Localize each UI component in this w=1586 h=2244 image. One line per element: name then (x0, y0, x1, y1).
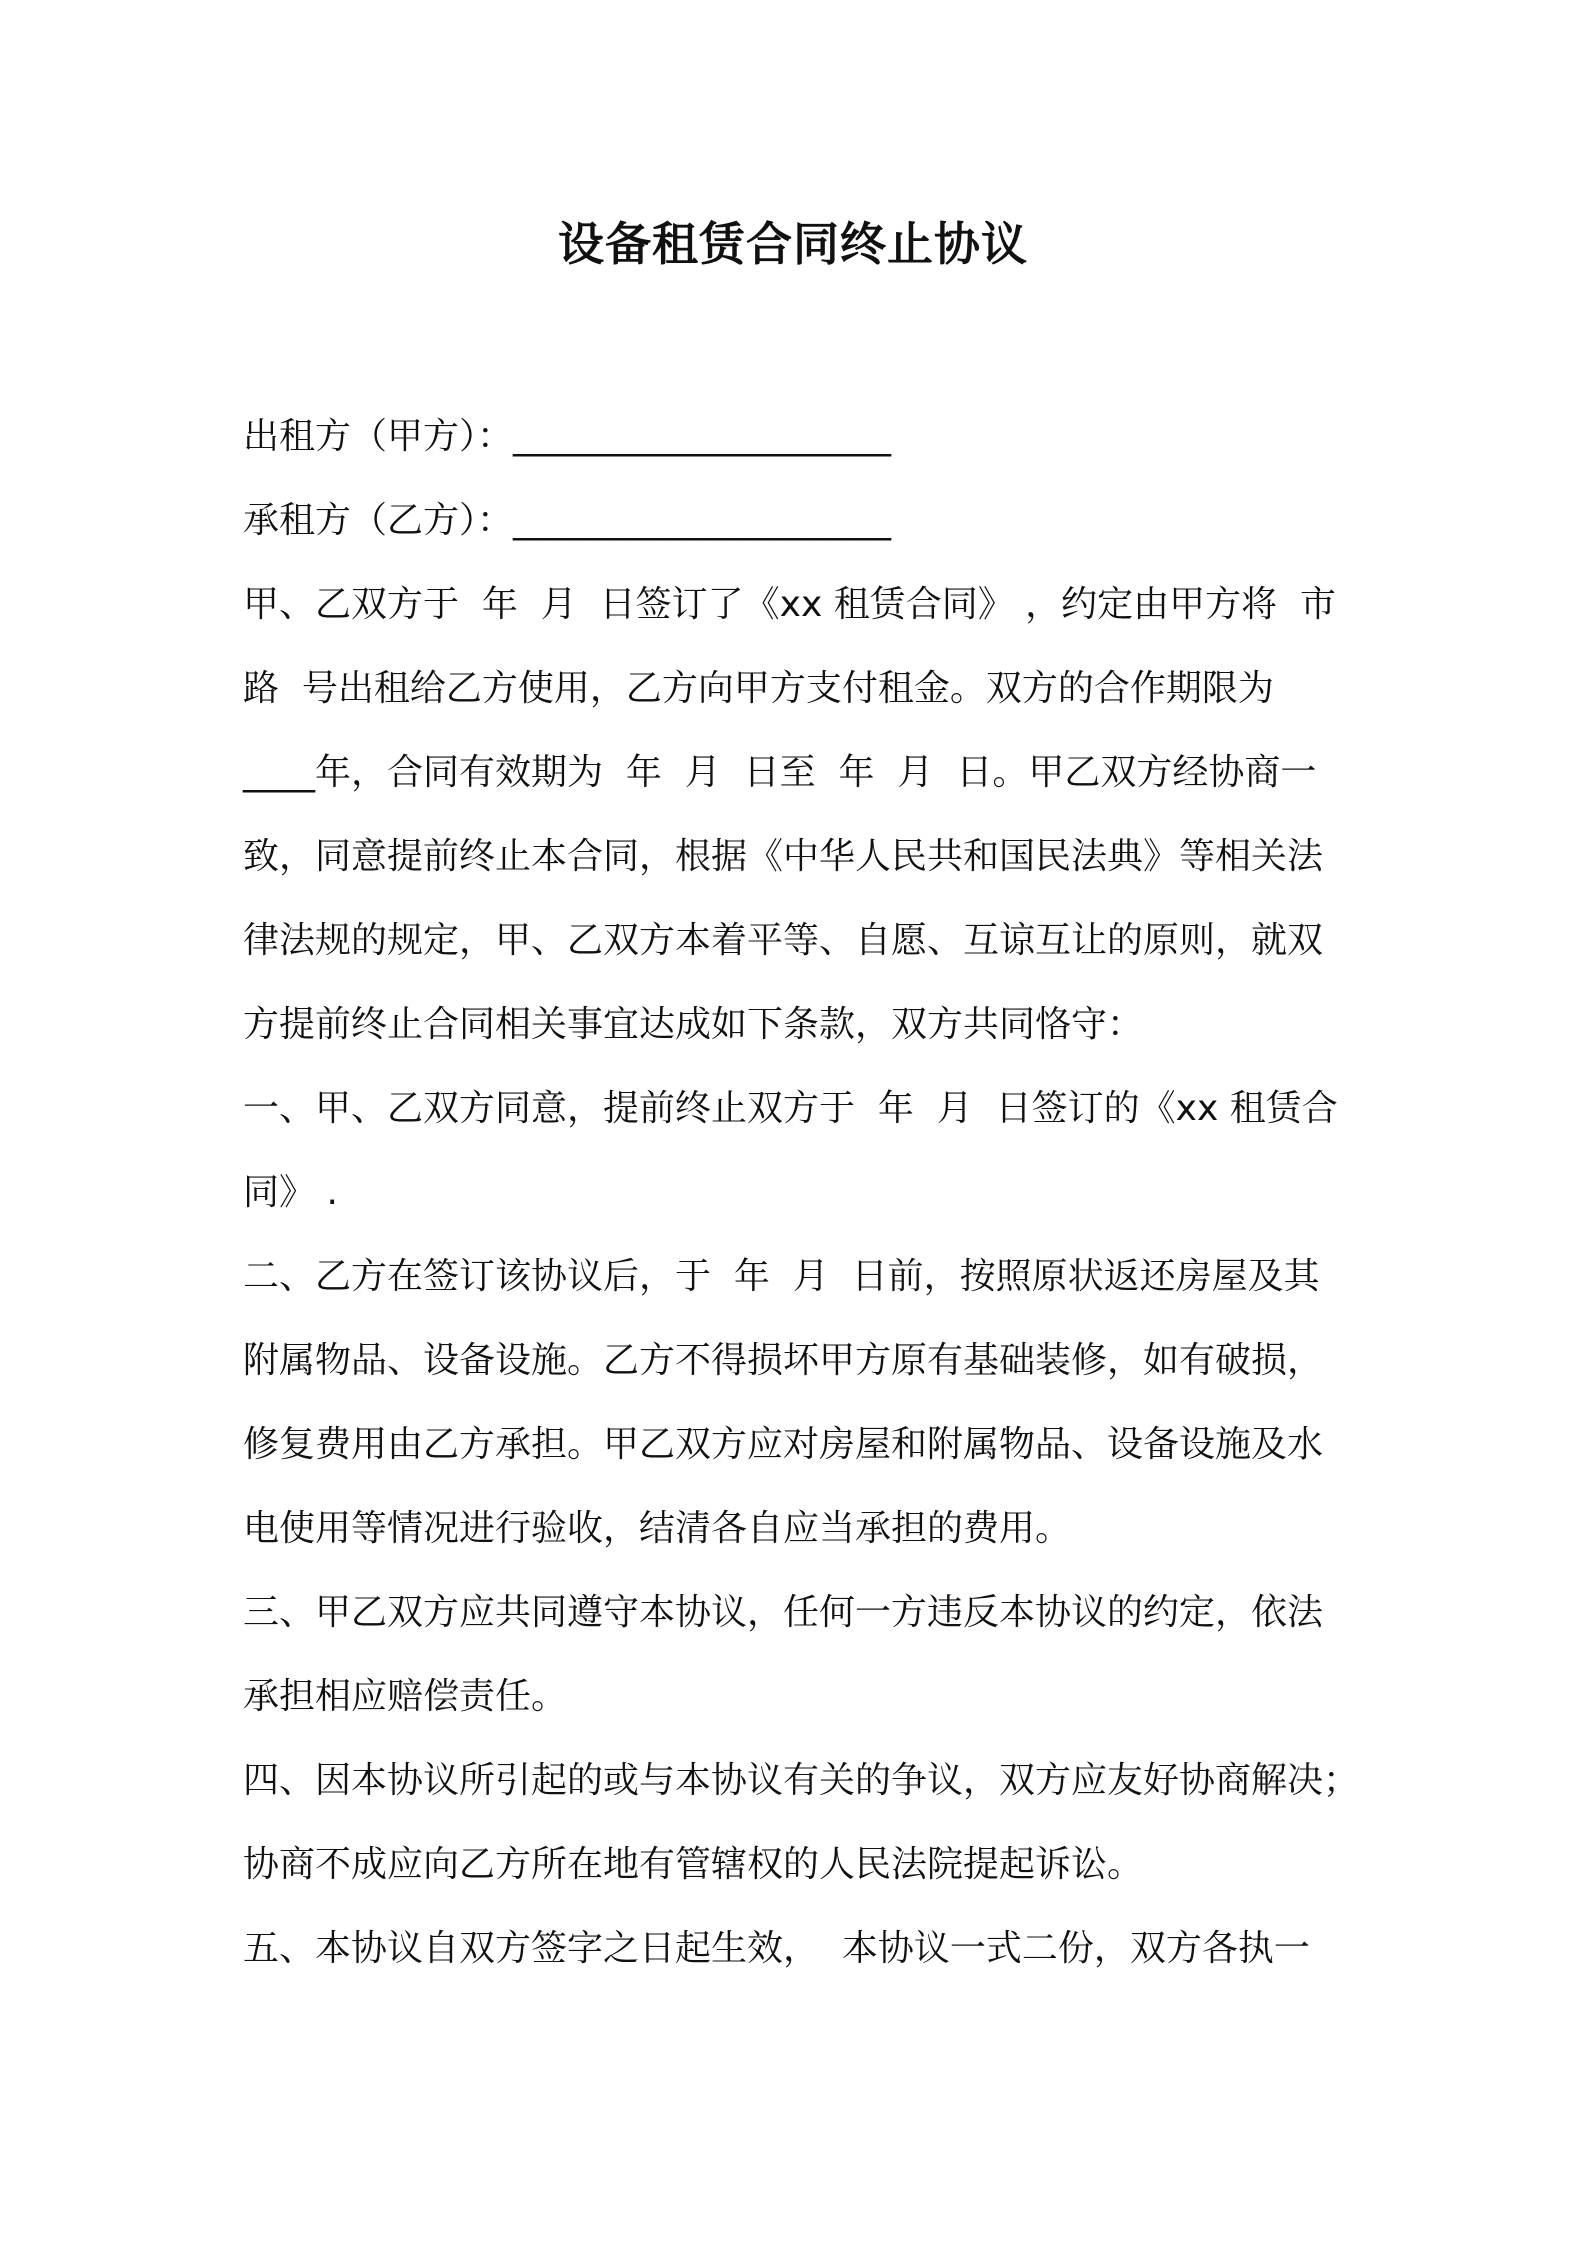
clause-5-line: 五、本协议自双方签字之日起生效， 本协议一式二份，双方各执一 (243, 1928, 1310, 1969)
clause-3-line: 三、甲乙双方应共同遵守本协议，任何一方违反本协议的约定，依法 (243, 1592, 1324, 1633)
lessor-line: 出租方（甲方）：_____________________ (243, 416, 892, 457)
body-line: ____年，合同有效期为 年 月 日至 年 月 日。甲乙双方经协商一 (243, 752, 1317, 793)
clause-2-line: 二、乙方在签订该协议后，于 年 月 日前，按照原状返还房屋及其 (243, 1256, 1320, 1297)
body-line: 律法规的规定，甲、乙双方本着平等、自愿、互谅互让的原则，就双 (243, 920, 1324, 961)
clause-4-line: 协商不成应向乙方所在地有管辖权的人民法院提起诉讼。 (243, 1844, 1144, 1885)
document-title: 设备租赁合同终止协议 (558, 217, 1028, 271)
body-line: 甲、乙双方于 年 月 日签订了《xx 租赁合同》 ，约定由甲方将 市 (243, 584, 1337, 625)
clause-2-line: 修复费用由乙方承担。甲乙双方应对房屋和附属物品、设备设施及水 (243, 1424, 1324, 1465)
body-line: 方提前终止合同相关事宜达成如下条款，双方共同恪守： (243, 1004, 1144, 1045)
body-line: 致，同意提前终止本合同，根据《中华人民共和国民法典》等相关法 (243, 836, 1324, 877)
clause-2-line: 附属物品、设备设施。乙方不得损坏甲方原有基础装修，如有破损， (243, 1340, 1324, 1381)
body-line: 路 号出租给乙方使用，乙方向甲方支付租金。双方的合作期限为 (243, 668, 1274, 709)
lessee-line: 承租方（乙方）：_____________________ (243, 500, 892, 541)
clause-1-line: 同》 . (243, 1172, 338, 1213)
clause-3-line: 承担相应赔偿责任。 (243, 1676, 568, 1717)
clause-2-line: 电使用等情况进行验收，结清各自应当承担的费用。 (243, 1508, 1072, 1549)
clause-4-line: 四、因本协议所引起的或与本协议有关的争议，双方应友好协商解决； (243, 1760, 1360, 1801)
clause-1-line: 一、甲、乙双方同意，提前终止双方于 年 月 日签订的《xx 租赁合 (243, 1088, 1338, 1129)
